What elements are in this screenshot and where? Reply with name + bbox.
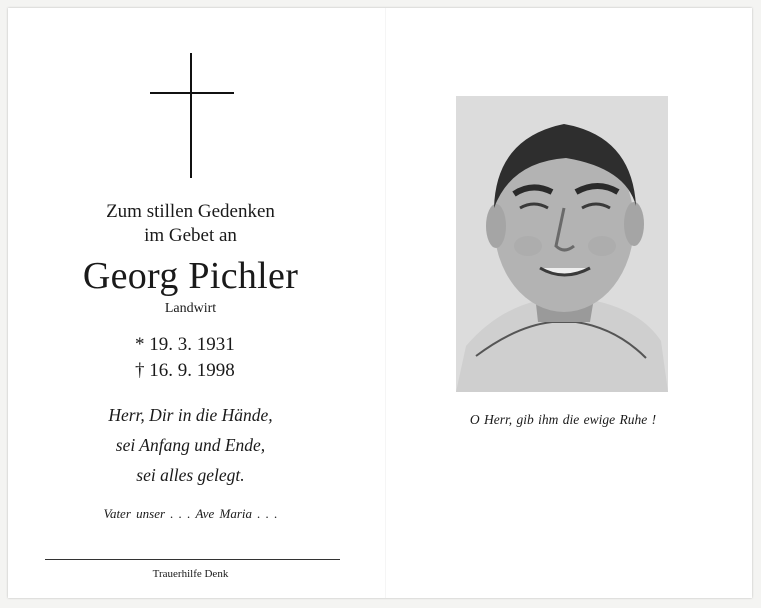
prayer-line-1: Herr, Dir in die Hände, (108, 405, 273, 425)
fold-line (385, 8, 386, 598)
prayer-line-2: sei Anfang und Ende, (115, 435, 266, 455)
publisher-name: Trauerhilfe Denk (152, 568, 229, 580)
memorial-card (8, 8, 752, 598)
cross-horizontal-bar (150, 92, 234, 94)
prayer-line-3: sei alles gelegt. (136, 465, 245, 485)
intro-text (38, 200, 343, 248)
cross-vertical-bar (190, 53, 192, 178)
death-date: † 16. 9. 1998 (135, 360, 235, 381)
intro-line-1: Zum stillen Gedenken (106, 201, 275, 222)
life-dates (135, 332, 235, 384)
intro-line-2: im Gebet an (144, 225, 237, 246)
occupation: Landwirt (164, 301, 217, 316)
portrait-photo (456, 96, 668, 392)
birth-date: * 19. 3. 1931 (135, 334, 235, 355)
deceased-name: Georg Pichler (82, 255, 299, 297)
prayer-verse (38, 400, 343, 490)
photo-caption: O Herr, gib ihm die ewige Ruhe ! (469, 412, 657, 427)
footer-rule (45, 559, 340, 560)
closing-prayers: Vater unser . . . Ave Maria . . . (103, 506, 278, 521)
portrait-illustration (456, 96, 668, 392)
